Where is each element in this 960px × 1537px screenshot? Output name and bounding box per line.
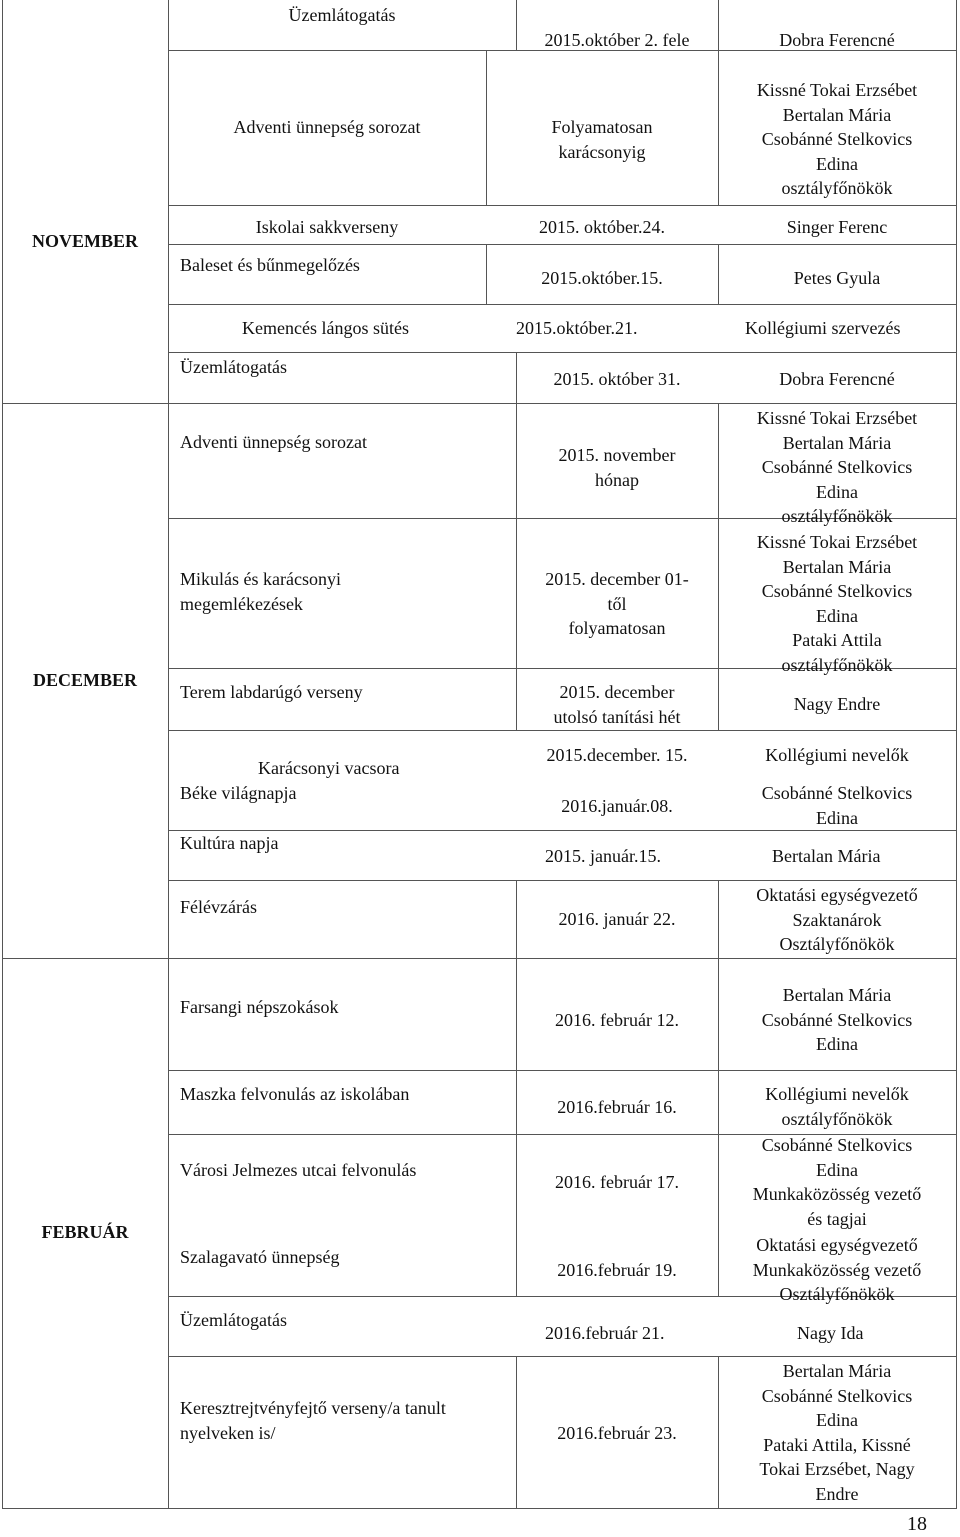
responsible-cell: Oktatási egységvezető Munkaközösség vezető Osztályfőnökök bbox=[752, 1235, 922, 1304]
responsible-cell: Kollégiumi nevelők bbox=[765, 745, 909, 765]
responsible-cell: Kissné Tokai Erzsébet Bertalan Mária Csobánné Stelkovics Edina Pataki Attila osztályfőnökök bbox=[756, 532, 918, 675]
date-cell: 2015. december utolsó tanítási hét bbox=[553, 682, 681, 727]
event-cell: Félévzárás bbox=[180, 897, 257, 917]
event-cell: Üzemlátogatás bbox=[180, 1310, 287, 1330]
month-label-november: NOVEMBER bbox=[31, 231, 138, 251]
event-cell: Baleset és bűnmegelőzés bbox=[180, 255, 360, 275]
date-cell: 2016. február 17. bbox=[555, 1172, 679, 1192]
date-cell: 2015.október.15. bbox=[541, 268, 663, 288]
responsible-cell: Kissné Tokai Erzsébet Bertalan Mária Csobánné Stelkovics Edina osztályfőnökök bbox=[756, 408, 918, 526]
responsible-cell: Dobra Ferencné bbox=[779, 30, 895, 50]
date-cell: 2016.február 21. bbox=[545, 1323, 665, 1343]
event-cell: Karácsonyi vacsora bbox=[258, 758, 400, 778]
event-cell: Iskolai sakkverseny bbox=[255, 217, 399, 237]
event-cell: Üzemlátogatás bbox=[180, 357, 287, 377]
responsible-cell: Bertalan Mária Csobánné Stelkovics Edina bbox=[761, 985, 913, 1054]
responsible-cell: Petes Gyula bbox=[793, 268, 881, 288]
responsible-cell: Csobánné Stelkovics Edina Munkaközösség vezető és tagjai bbox=[752, 1135, 922, 1229]
page-number: 18 bbox=[907, 1513, 927, 1535]
event-cell: Maszka felvonulás az iskolában bbox=[180, 1084, 410, 1104]
date-cell: 2015. október 31. bbox=[553, 369, 681, 389]
responsible-cell: Kissné Tokai Erzsébet Bertalan Mária Csobánné Stelkovics Edina osztályfőnökök bbox=[756, 80, 918, 198]
event-cell: Kultúra napja bbox=[180, 833, 279, 853]
date-cell: 2015. december 01- től folyamatosan bbox=[545, 569, 689, 638]
responsible-cell: Csobánné Stelkovics Edina bbox=[761, 783, 913, 828]
date-cell: 2016. február 12. bbox=[555, 1010, 679, 1030]
date-cell: 2015. január.15. bbox=[545, 846, 661, 866]
event-cell: Adventi ünnepség sorozat bbox=[180, 432, 367, 452]
date-cell: 2016.február 16. bbox=[557, 1097, 677, 1117]
responsible-cell: Bertalan Mária Csobánné Stelkovics Edina Pataki Attila, Kissné Tokai Erzsébet, Nagy Endre bbox=[759, 1361, 915, 1504]
event-cell: Terem labdarúgó verseny bbox=[180, 682, 363, 702]
event-cell: Városi Jelmezes utcai felvonulás bbox=[180, 1160, 417, 1180]
month-label-februar: FEBRUÁR bbox=[41, 1222, 129, 1242]
event-cell: Szalagavató ünnepség bbox=[180, 1247, 340, 1267]
responsible-cell: Nagy Endre bbox=[793, 694, 881, 714]
responsible-cell: Bertalan Mária bbox=[772, 846, 881, 866]
event-cell: Mikulás és karácsonyi megemlékezések bbox=[180, 569, 341, 614]
responsible-cell: Kollégiumi szervezés bbox=[745, 318, 901, 338]
date-cell: 2016.február 23. bbox=[557, 1423, 677, 1443]
date-cell: 2015. október.24. bbox=[539, 217, 665, 237]
responsible-cell: Nagy Ida bbox=[797, 1323, 864, 1343]
month-label-december: DECEMBER bbox=[32, 670, 137, 690]
date-cell: 2016.február 19. bbox=[557, 1260, 677, 1280]
event-cell: Kemencés lángos sütés bbox=[242, 318, 409, 338]
event-cell: Adventi ünnepség sorozat bbox=[233, 117, 421, 137]
date-cell: 2015.december. 15. bbox=[546, 745, 688, 765]
event-cell: Keresztrejtvényfejtő verseny/a tanult nyelveken is/ bbox=[180, 1398, 446, 1443]
responsible-cell: Singer Ferenc bbox=[786, 217, 888, 237]
event-cell: Farsangi népszokások bbox=[180, 997, 339, 1017]
date-cell: 2015.október.21. bbox=[516, 318, 638, 338]
date-cell: 2015.október 2. fele bbox=[544, 30, 690, 50]
date-cell: 2015. november hónap bbox=[558, 445, 676, 490]
date-cell: 2016.január.08. bbox=[561, 796, 673, 816]
responsible-cell: Kollégiumi nevelők osztályfőnökök bbox=[765, 1084, 909, 1129]
event-cell: Béke világnapja bbox=[180, 783, 297, 803]
date-cell: Folyamatosan karácsonyig bbox=[551, 117, 653, 162]
event-cell: Üzemlátogatás bbox=[288, 5, 396, 25]
responsible-cell: Oktatási egységvezető Szaktanárok Osztályfőnökök bbox=[756, 885, 918, 954]
date-cell: 2016. január 22. bbox=[558, 909, 676, 929]
responsible-cell: Dobra Ferencné bbox=[779, 369, 895, 389]
